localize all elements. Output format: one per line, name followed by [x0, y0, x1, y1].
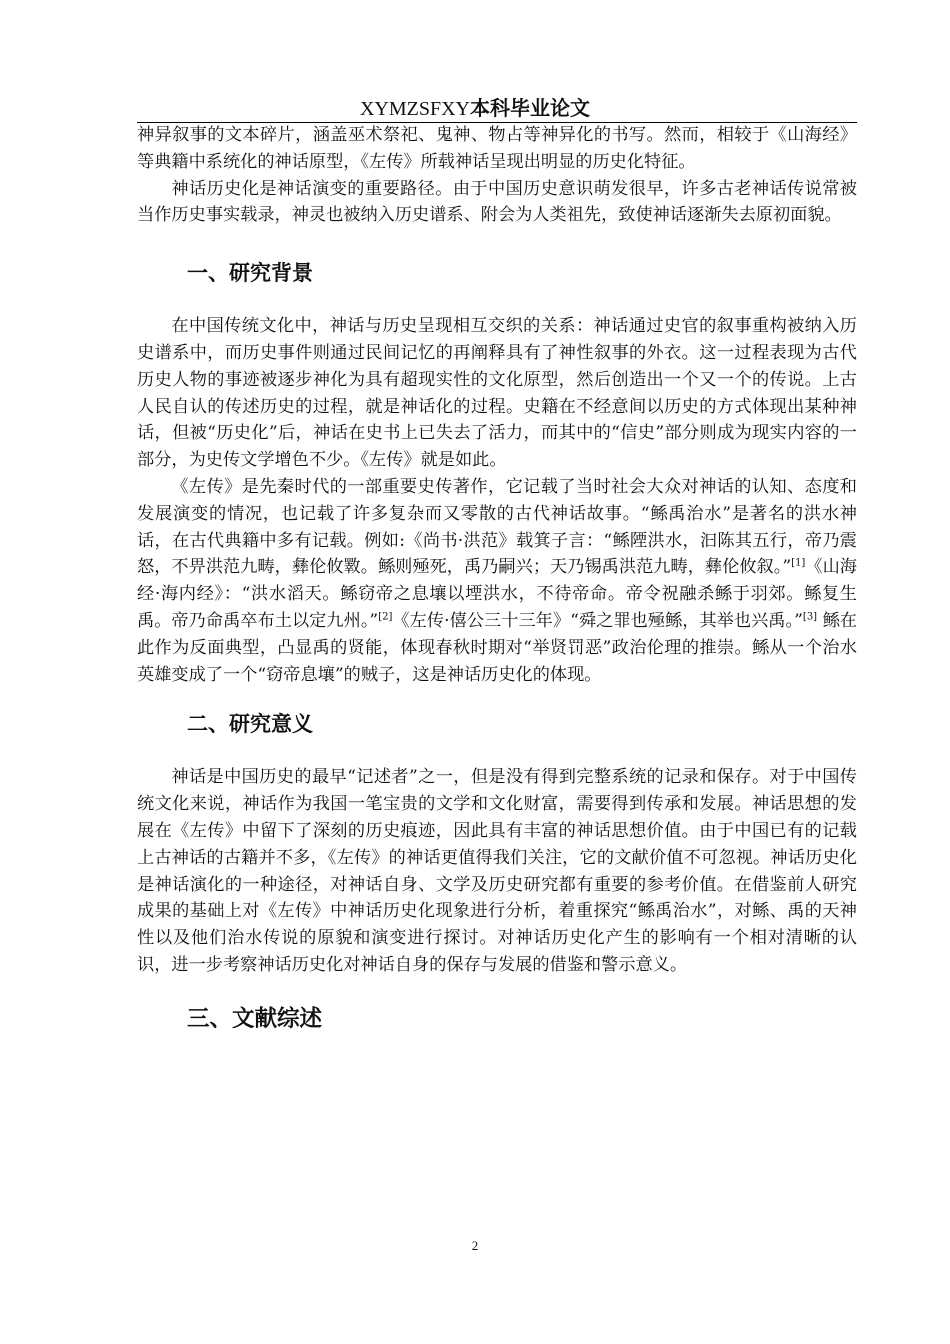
citation-3: [3] — [802, 611, 818, 623]
section-heading-background: 一、研究背景 — [187, 261, 313, 286]
background-paragraph-1: 在中国传统文化中，神话与历史呈现相互交织的关系：神话通过史官的叙事重构被纳入历史谱系中，而历史事件则通过民间记忆的再阐释具有了神性叙事的外衣。这一过程表现为古代历史人物的事迹被逐步神化为具有超现实性的文化原型，然后创造出一个又一个的传说。上古人民自认的传述历史的过程，就是神话化的过程。史籍在不经意间以历史的方式体现出某种神话，但被“历史化”后，神话在史书上已失去了活力，而其中的“信史”部分则成为现实内容的一部分，为史传文学增色不少。《左传》就是如此。 — [137, 316, 857, 471]
significance-paragraph: 神话是中国历史的最早“记述者”之一，但是没有得到完整系统的记录和保存。对于中国传统文化来说，神话作为我国一笔宝贵的文学和文化财富，需要得到传承和发展。神话思想的发展在《左传》中留下了深刻的历史痕迹，因此具有丰富的神话思想价值。由于中国已有的记载上古神话的古籍并不多，《左传》的神话更值得我们关注，它的文献价值不可忽视。神话历史化是神话演化的一种途径，对神话自身、文学及历史研究都有重要的参考价值。在借鉴前人研究成果的基础上对《左传》中神话历史化现象进行分析，着重探究“鲧禹治水”，对鲧、禹的天神性以及他们治水传说的原貌和演变进行探讨。对神话历史化产生的影响有一个相对清晰的认识，进一步考察神话历史化对神话自身的保存与发展的借鉴和警示意义。 — [137, 767, 857, 975]
intro-paragraph-2: 神话历史化是神话演变的重要路径。由于中国历史意识萌发很早，许多古老神话传说常被当作历史事实载录，神灵也被纳入历史谱系、附会为人类祖先，致使神话逐渐失去原初面貌。 — [137, 178, 857, 226]
section-heading-literature-review: 三、文献综述 — [187, 1005, 323, 1032]
page-number: 2 — [471, 1238, 479, 1253]
paragraph-text: 《左传》是先秦时代的一部重要史传著作，它记载了当时社会大众对神话的认知、态度和发展演变的情况，也记载了许多复杂而又零散的古代神话故事。“鲧禹治水”是著名的洪水神话，在古代典籍中多有记载。例如:《尚书·洪范》载箕子言：“鲧陻洪水，汩陈其五行，帝乃震怒，不畀洪范九畴，彝伦攸斁。鲧则殛死，禹乃嗣兴；天乃锡禹洪范九畴，彝伦攸叙。” — [137, 476, 857, 578]
citation-1: [1] — [791, 557, 806, 569]
page-header — [0, 96, 950, 121]
section-heading-significance: 二、研究意义 — [187, 712, 313, 737]
paragraph-text: 《左传·僖公三十三年》“舜之罪也殛鲧，其举也兴禹。” — [392, 610, 803, 631]
header-title: 本科毕业论文 — [470, 96, 591, 120]
citation-2: [2] — [378, 611, 393, 623]
intro-paragraph-1: 神异叙事的文本碎片，涵盖巫术祭祀、鬼神、物占等神异化的书写。然而，相较于《山海经》等典籍中系统化的神话原型，《左传》所载神话呈现出明显的历史化特征。 — [137, 125, 857, 172]
paragraph-text: 《山海经·海内经》：“洪水滔天。鲧窃帝之息壤以堙洪水，不待帝命。帝令祝融杀鲧于羽郊。鲧复生禹。帝乃命禹卒布土以定九州。” — [137, 557, 857, 631]
background-paragraph-2 — [137, 474, 857, 688]
header-latin: XYMZSFXY — [359, 98, 471, 120]
paragraph-text: 鲧在此作为反面典型，凸显禹的贤能，体现春秋时期对“举贤罚恶”政治伦理的推崇。鲧从一个治水英雄变成了一个“窃帝息壤”的贼子，这是神话历史化的体现。 — [137, 610, 857, 685]
document-body — [137, 122, 857, 1033]
